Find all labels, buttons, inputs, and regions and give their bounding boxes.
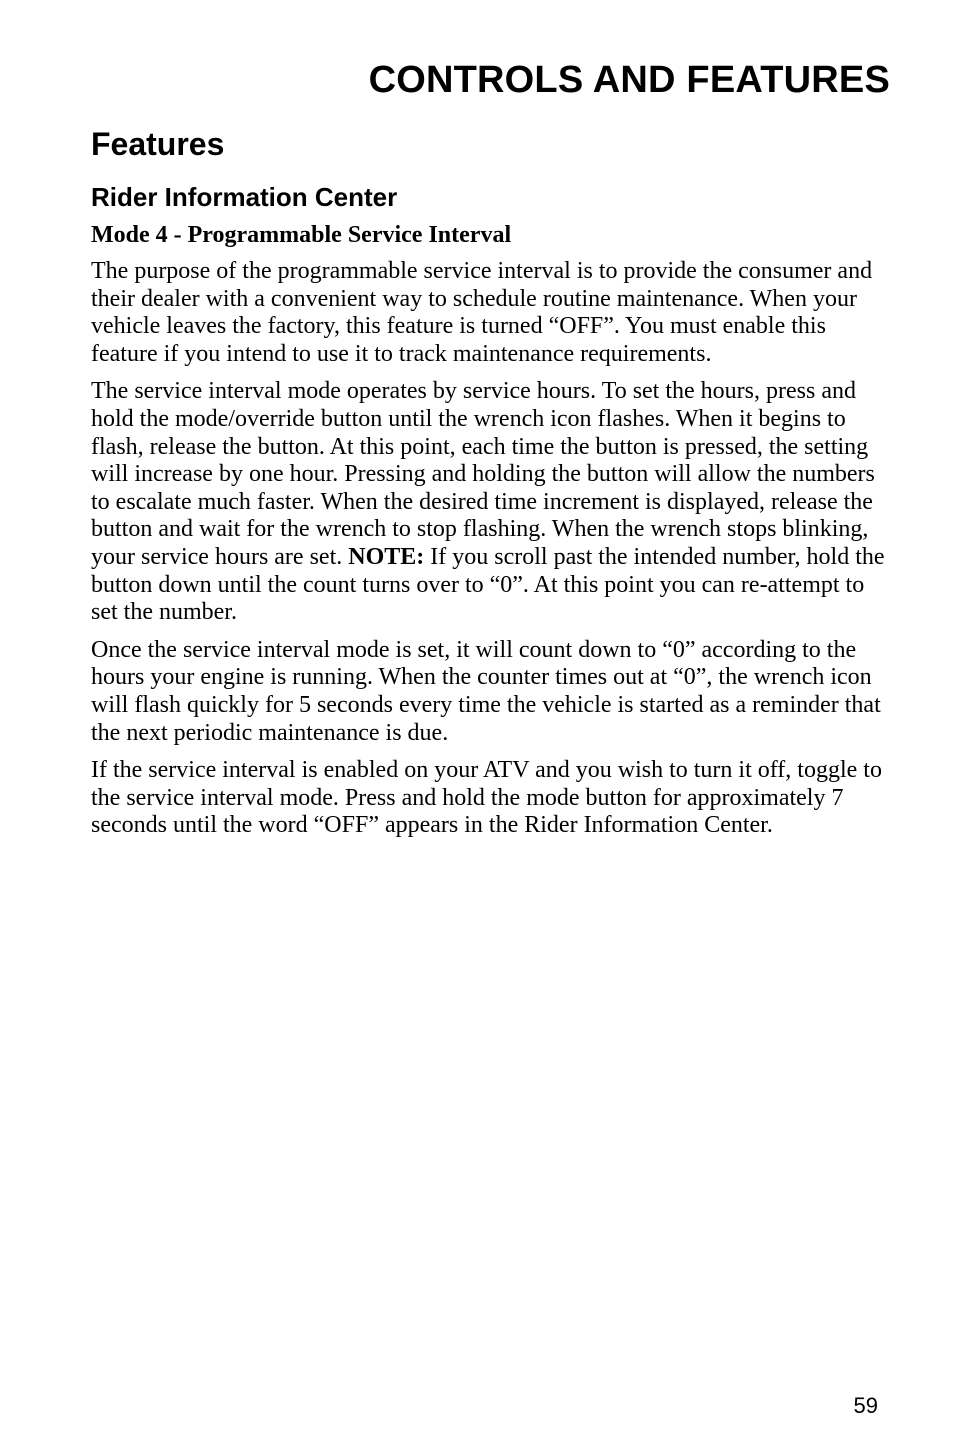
subsection-title: Rider Information Center <box>91 182 398 212</box>
topic-title: Mode 4 - Programmable Service Interval <box>91 222 512 248</box>
chapter-title: CONTROLS AND FEATURES <box>368 59 890 101</box>
paragraph-turn-off: If the service interval is enabled on your ATV and you wish to turn it off, toggle to the service interval mode. Press and hold the mode button for approximately 7 seconds until the word “OFF” appears in the Rider Information Center. <box>91 757 882 839</box>
paragraph-setting-hours <box>91 378 891 626</box>
paragraph-countdown: Once the service interval mode is set, it will count down to “0” according to the hours your engine is running. When the counter times out at “0”, the wrench icon will flash quickly for 5 seconds every time the vehicle is started as a reminder that the next periodic maintenance is due. <box>91 636 881 746</box>
note-label: NOTE: <box>348 543 425 570</box>
page-content <box>91 122 891 850</box>
section-title: Features <box>91 126 225 162</box>
paragraph-note-text: If you scroll past the intended number, hold the button down until the count turns over to “0”. At this point you can re-attempt to set the number. <box>91 543 885 626</box>
paragraph-setting-hours-text: The service interval mode operates by service hours. To set the hours, press and hold the mode/override button until the wrench icon flashes. When it begins to flash, release the button. At this point, each time the button is pressed, the setting will increase by one hour. Pressing and holding the button will allow the numbers to escalate much faster. When the desired time increment is displayed, release the button and wait for the wrench to stop flashing. When the wrench stops blinking, your service hours are set. <box>91 378 875 570</box>
page-number: 59 <box>853 1393 878 1418</box>
paragraph-purpose: The purpose of the programmable service interval is to provide the consumer and their dealer with a convenient way to schedule routine maintenance. When your vehicle leaves the factory, this feature is turned “OFF”. You must enable this feature if you intend to use it to track maintenance requirements. <box>91 258 873 367</box>
